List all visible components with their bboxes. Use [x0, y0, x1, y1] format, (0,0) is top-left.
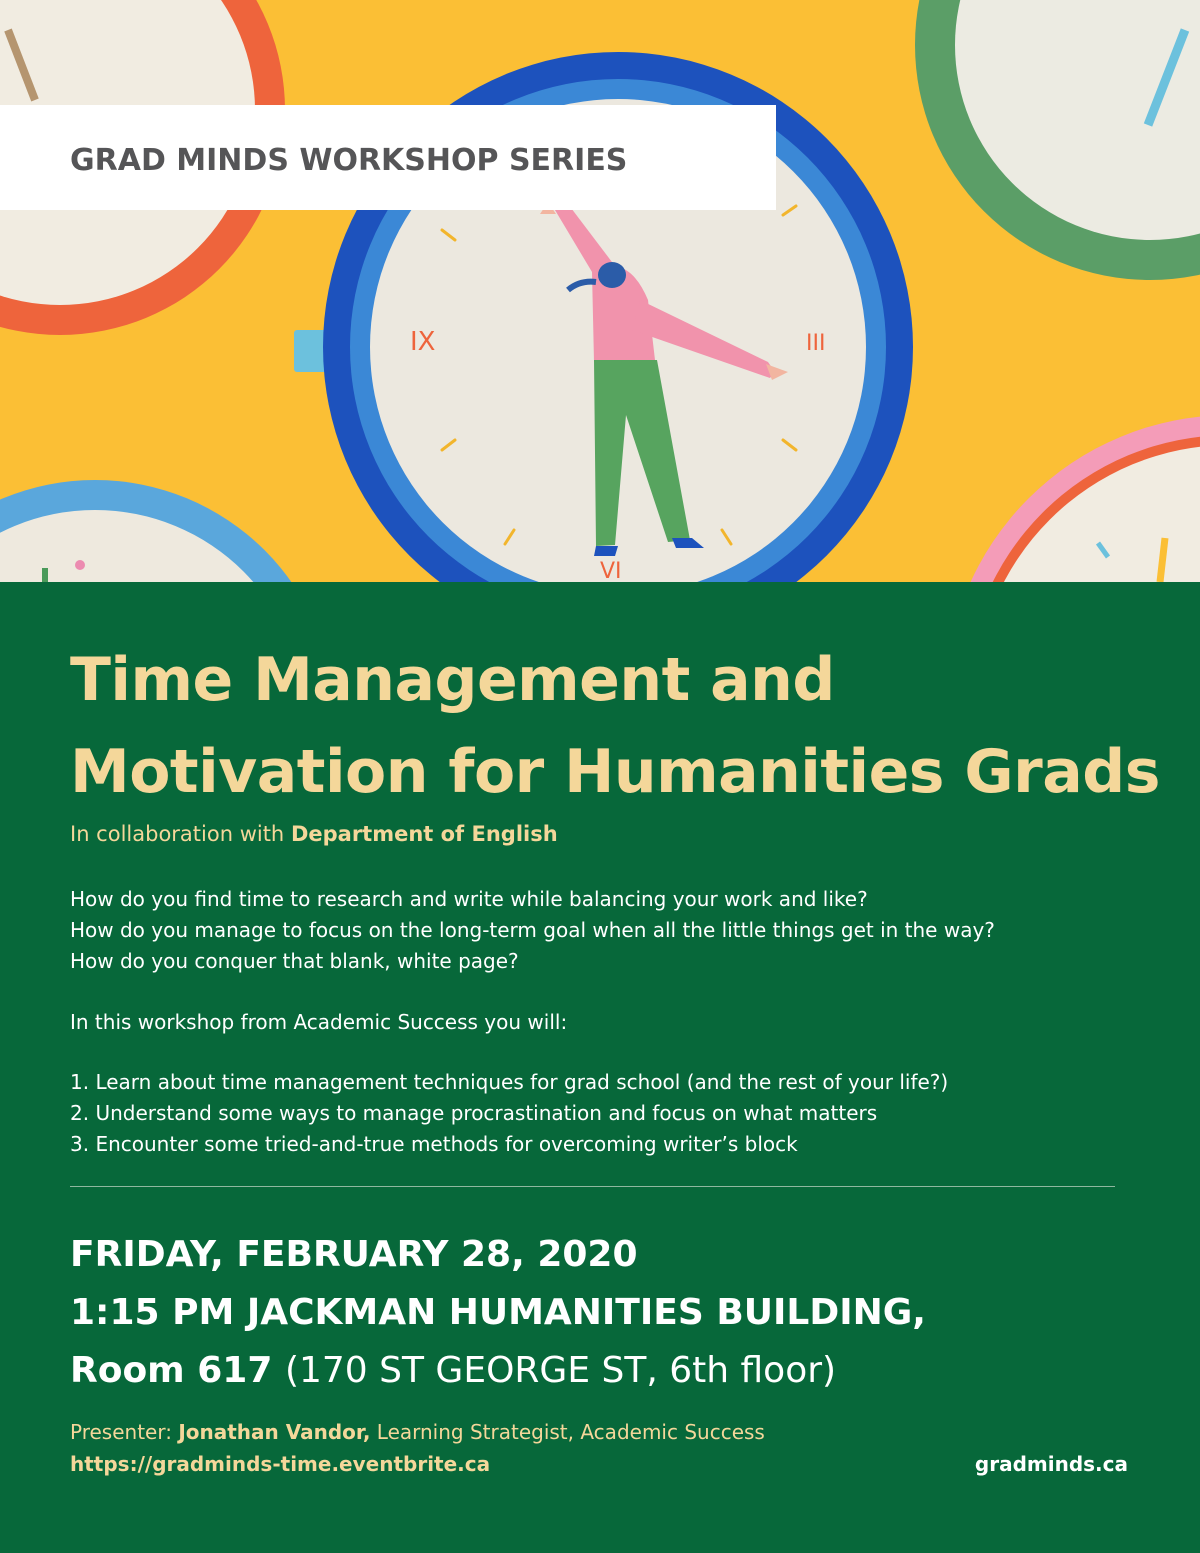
clock-numeral-ix: IX — [410, 327, 436, 357]
series-banner — [0, 105, 776, 210]
event-date: FRIDAY, FEBRUARY 28, 2020 — [70, 1234, 638, 1275]
event-address: (170 ST GEORGE ST, 6th floor) — [284, 1350, 837, 1391]
series-title: GRAD MINDS WORKSHOP SERIES — [70, 143, 628, 178]
clock-numeral-vi: VI — [600, 559, 622, 582]
outcome-item: 1. Learn about time management techniques for grad school (and the rest of your life?) — [70, 1070, 949, 1094]
event-room-line — [70, 1342, 1170, 1400]
registration-link[interactable]: https://gradminds-time.eventbrite.ca — [70, 1452, 491, 1476]
presenter-name: Jonathan Vandor, — [178, 1420, 371, 1444]
blue-clock-icon — [0, 480, 335, 582]
outcome-item: 2. Understand some ways to manage procrastination and focus on what matters — [70, 1101, 878, 1125]
event-details-panel — [0, 582, 1200, 1553]
collaboration-line — [70, 822, 558, 846]
question-item: How do you manage to focus on the long-term goal when all the little things get in the way? — [70, 918, 995, 942]
presenter-line — [70, 1420, 765, 1444]
hero-illustration — [0, 0, 1200, 582]
schedule-block — [70, 1226, 1170, 1400]
question-list — [70, 884, 1130, 977]
question-item: How do you find time to research and write while balancing your work and like? — [70, 887, 868, 911]
collaboration-prefix: In collaboration with — [70, 822, 285, 846]
outcomes-list — [70, 1067, 1130, 1160]
section-divider — [70, 1186, 1115, 1187]
presenter-role: Learning Strategist, Academic Success — [376, 1420, 765, 1444]
event-room: Room 617 — [70, 1350, 273, 1391]
green-clock-icon — [915, 0, 1200, 280]
event-time-location: 1:15 PM JACKMAN HUMANITIES BUILDING, — [70, 1292, 926, 1333]
workshop-intro: In this workshop from Academic Success you will: — [70, 1010, 568, 1034]
clocks-illustration — [0, 0, 1200, 582]
question-item: How do you conquer that blank, white page? — [70, 949, 519, 973]
collaboration-department: Department of English — [290, 822, 558, 846]
website-link[interactable]: gradminds.ca — [974, 1452, 1128, 1476]
pink-clock-icon — [945, 415, 1200, 582]
outcome-item: 3. Encounter some tried-and-true methods for overcoming writer’s block — [70, 1132, 798, 1156]
workshop-title-line-2: Motivation for Humanities Grads — [70, 737, 1160, 807]
workshop-title — [70, 634, 1160, 818]
presenter-label: Presenter: — [70, 1420, 172, 1444]
workshop-title-line-1: Time Management and — [70, 645, 835, 715]
clock-numeral-iii: III — [806, 331, 826, 356]
